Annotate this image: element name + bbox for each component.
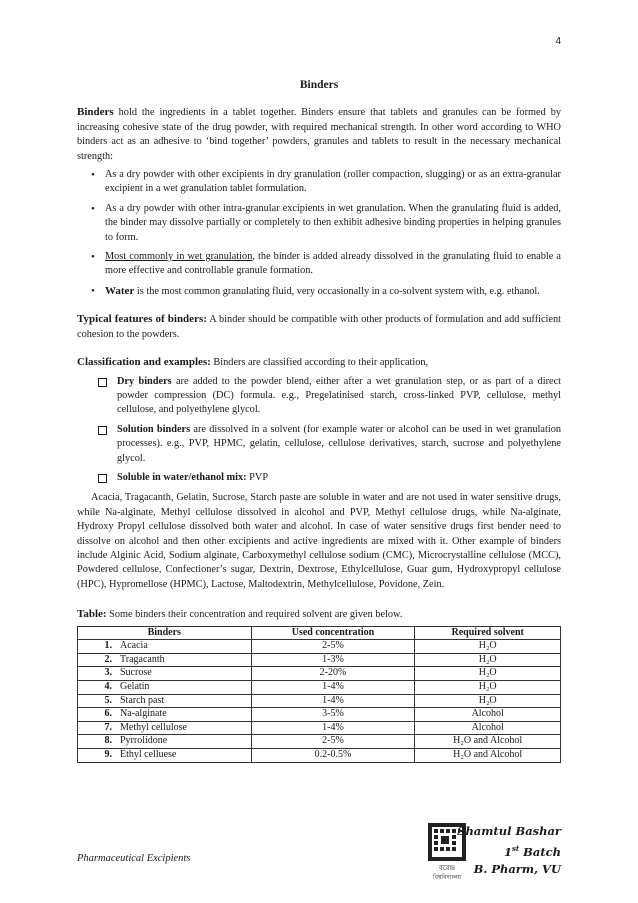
bullet-icon: • (91, 169, 95, 182)
intro-lead: Binders (77, 106, 114, 119)
bullet-icon: • (91, 251, 95, 264)
svg-text:বিশ্ববিদ্যালয়: বিশ্ববিদ্যালয় (432, 874, 462, 881)
intro-text: hold the ingredients in a tablet together. Binders ensure that tablets and granules can be formed by increasing cohesive state of the drug powder, with required mechanical strength. In other word according to WHO binders act as an adhesive to ‘bind together’ powders, granules and tablets to result in the necessary mechanical strength: (77, 107, 561, 162)
page-title: Binders (299, 79, 339, 91)
table-row: 1. Acacia 2-5% H₂O (78, 640, 561, 654)
table-header-row (78, 626, 561, 640)
table-row: 5. Starch past 1-4% H₂O (78, 694, 561, 708)
table-caption (77, 607, 561, 622)
author-name: Shamtul Bashar (457, 824, 561, 838)
table-row: 4. Gelatin 1-4% H₂O (78, 680, 561, 694)
table-row: 9. Ethyl celluese 0.2-0.5% H₂O and Alcohol (78, 748, 561, 762)
checkbox-square-icon (98, 378, 107, 387)
header-solvent: Required solvent (415, 626, 561, 640)
binder-usage-list (77, 168, 561, 299)
table-row: 8. Pyrrolidone 2-5% H₂O and Alcohol (78, 735, 561, 749)
classification-text: Binders are classified according to their application, (210, 357, 429, 369)
list-item: Solution binders are dissolved in a solvent (for example water or alcohol can be used in wet granulation processes). e.g., PVP, HPMC, gelatin, cellulose, cellulose derivatives, starch, sucrose and polyethylene glycol. (77, 423, 561, 466)
list-item: • As a dry powder with other excipients in dry granulation (roller compaction, slugging) or as an extra-granular excipient in a wet granulation tablet formulation. (91, 169, 561, 195)
checkbox-square-icon (98, 426, 107, 435)
table-row: 2. Tragacanth 1-3% H₂O (78, 653, 561, 667)
water-lead: Water (105, 284, 135, 297)
list-item: • As a dry powder with other intra-granular excipients in wet granulation. When the granulating fluid is added, the binder may dissolve partially or completely to then exhibit adhesive binding properties in helping granules to form. (91, 202, 561, 243)
list-item: Soluble in water/ethanol mix: PVP (77, 471, 561, 485)
table-caption-lead: Table: (77, 608, 107, 621)
classification-lead: Classification and examples: (77, 356, 211, 369)
solubility-paragraph: Acacia, Tragacanth, Gelatin, Sucrose, Starch paste are soluble in water and are not used in water sensitive drugs, while Na-alginate, Methyl cellulose dissolved in alcohol and PVP, Methyl cellulose drugs, while Na-alginate, Hydroxy Propyl cellulose dissolved both water and alcohol. In case of water sensitive drugs first bender need to dissolve on alcohol and then other excipients and active ingredients are mixed with it. Other example of binders include Alginic Acid, Sodium alginate, Carboxymethyl cellulose sodium (CMC), Microcrystalline cellulose (MCC), Powdered cellulose, Confectioner’s sugar, Dextrin, Dextrose, Ethylcellulose, Guar gum, Hydroxypropyl cellulose (HPC), Hypromellose (HPMC), Lactose, Maltodextrin, Methylcellulose, Povidone, Zein. (77, 492, 561, 590)
header-binders: Binders (78, 626, 252, 640)
features-lead: Typical features of binders: (77, 313, 207, 326)
page-number: 4 (555, 36, 561, 47)
table-row: 7. Methyl cellulose 1-4% Alcohol (78, 721, 561, 735)
list-item: • Most commonly in wet granulation, the binder is added already dissolved in the granulating fluid to enable a more effective and controllable granule formation. (91, 251, 561, 277)
table-row: 3. Sucrose 2-20% H₂O (78, 667, 561, 681)
document-body (77, 78, 561, 763)
intro-paragraph (77, 105, 561, 164)
bullet-icon: • (91, 284, 95, 297)
features-paragraph (77, 312, 561, 342)
classification-list (77, 375, 561, 486)
binders-table (77, 626, 561, 763)
list-item: • Water is the most common granulating fluid, very occasionally in a co-solvent system with, e.g. ethanol. (91, 284, 540, 297)
checkbox-square-icon (98, 474, 107, 483)
underlined-phrase: Most commonly in wet granulation (105, 251, 253, 263)
footer-course-title: Pharmaceutical Excipients (77, 853, 191, 864)
table-caption-text: Some binders their concentration and required solvent are given below. (106, 609, 403, 621)
author-batch: 1st Batch (503, 844, 561, 859)
header-concentration: Used concentration (251, 626, 415, 640)
author-signature (457, 823, 561, 878)
features-text: A binder should be compatible with other products of formulation and add sufficient cohesion to the powders. (77, 314, 561, 340)
table-row: 6. Na-alginate 3-5% Alcohol (78, 708, 561, 722)
classification-paragraph (77, 355, 561, 370)
svg-text:বরেন্দ্র: বরেন্দ্র (438, 864, 456, 872)
list-item: Dry binders are added to the powder blend, either after a wet granulation step, or as part of a direct powder compression (DC) formula. e.g., Pregelatinised starch, cross-linked PVP, cellulose, methyl cellulose, and polyethylene glycol. (77, 375, 561, 418)
author-program: B. Pharm, VU (473, 861, 561, 876)
bullet-icon: • (91, 202, 95, 215)
